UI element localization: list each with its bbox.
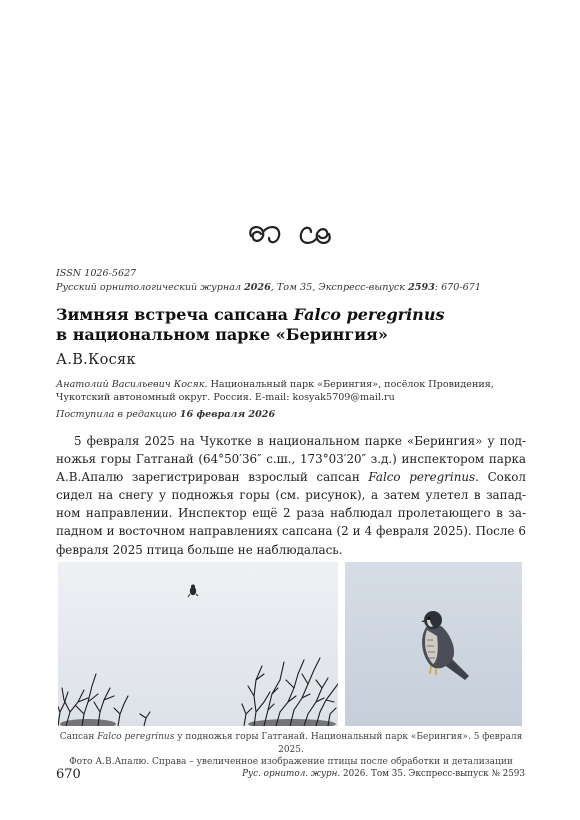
author-name: А.В.Косяк xyxy=(56,352,136,368)
issn: ISSN 1026-5627 xyxy=(56,268,137,279)
body-species: Falco peregrinus xyxy=(368,470,476,485)
article-title: Зимняя встреча сапсана Falco peregrinus в национальном парке «Берингия» xyxy=(56,305,445,344)
photo-landscape xyxy=(58,562,338,726)
figure-caption: Сапсан Falco peregrinus у подножья горы Гатганай. Национальный парк «Берингия». 5 февраля 2025. Фото А.В.Апалю. Справа – увеличенное изображение птицы после обработки и детализации xyxy=(59,732,523,768)
journal-meta xyxy=(56,267,481,295)
running-footer: Рус. орнитол. журн. 2026. Том 35. Экспресс-выпуск № 2593 xyxy=(242,769,525,779)
journal-citation: Русский орнитологический журнал 2026, Том 35, Экспресс-выпуск 2593: 670-671 xyxy=(56,282,481,293)
page-number: 670 xyxy=(56,767,81,782)
ornament-divider xyxy=(0,222,580,252)
received-date: Поступила в редакцию 16 февраля 2026 xyxy=(56,409,276,420)
title-species: Falco peregrinus xyxy=(293,305,445,324)
body-text: 5 февраля 2025 на Чукотке в национальном парке «Берингия» у под-ножья горы Гатганай (64°50′36″ с.ш., 173°03′20″ з.д.) инспектором парка А.В.Апалю зарегистрирован взрослый сапсан Falco peregrinus. Сокол сидел на снегу у подножья горы (см. рисунок), а затем улетел в запад-ном направлении. Инспектор ещё 2 раза наблюдал пролетающего в за-падном и восточном направлениях сапсана (2 и 4 февраля 2025). После 6 февраля 2025 птица больше не наблюдалась. xyxy=(56,434,526,557)
affiliation: Анатолий Васильевич Косяк. Национальный парк «Берингия», посёлок Провидения, Чукотский автономный округ. Россия. E-mail: kosyak5709@mail.ru xyxy=(56,379,494,404)
photo-falcon-closeup xyxy=(345,562,522,726)
